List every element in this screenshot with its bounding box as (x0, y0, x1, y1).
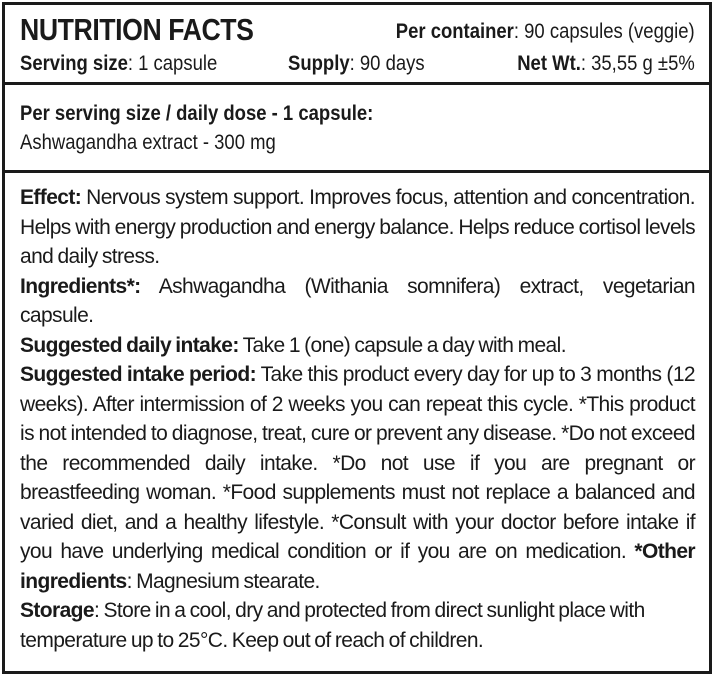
storage-text: : Store in a cool, dry and protected from direct sunlight place with temperature up to 25°C. Keep out of reach of children. (20, 599, 645, 652)
serving-size (20, 51, 217, 77)
intake-label: Suggested daily intake: (20, 333, 239, 357)
nutrition-facts-label (2, 2, 712, 674)
per-container-value: : 90 capsules (veggie) (514, 20, 695, 43)
storage-paragraph (20, 596, 695, 655)
supply-value: : 90 days (349, 52, 425, 75)
period-label: Suggested intake period: (20, 363, 256, 386)
serving-size-label: Serving size (20, 52, 128, 75)
effect-text: Nervous system support. Improves focus, attention and concentration. Helps with energy production and energy balance. Helps reduce cortisol levels and daily stress. (20, 186, 695, 268)
dose-section (5, 85, 709, 173)
supply (288, 51, 425, 77)
effect-label: Effect: (20, 186, 82, 209)
other-ingredients-label: *Other ingredients (20, 540, 695, 593)
period-text: Take this product every day for up to 3 months (12 weeks). After intermission of 2 weeks you can repeat this cycle. *This product is not intended to diagnose, treat, cure or prevent any disease. *Do not exceed the recommended daily intake. *Do not use if you are pregnant or breastfeeding woman. *Food supplements must not replace a balanced and varied diet, and a healthy lifestyle. *Consult with your doctor before intake if you have underlying medical condition or if you are on medication. (20, 363, 695, 563)
ingredients-text: Ashwagandha (Withania somnifera) extract, vegetarian capsule. (20, 274, 695, 327)
details-section (5, 173, 709, 655)
per-container (396, 19, 695, 45)
supply-label: Supply (288, 52, 350, 75)
effect-paragraph (20, 183, 695, 272)
dose-heading (20, 99, 613, 128)
per-container-label: Per container (396, 20, 515, 43)
intake-text: Take 1 (one) capsule a day with meal. (238, 333, 566, 357)
net-weight (517, 51, 695, 77)
label-header (5, 5, 709, 85)
dose-heading-text: Per serving size / daily dose - 1 capsule: (20, 102, 374, 125)
ingredients-label: Ingredients*: (20, 274, 141, 298)
storage-label: Storage (20, 599, 94, 622)
dose-item: Ashwagandha extract - 300 mg (20, 131, 276, 154)
serving-size-value: : 1 capsule (127, 52, 218, 75)
net-weight-value: : 35,55 g ±5% (581, 52, 695, 75)
net-weight-label: Net Wt. (517, 52, 582, 75)
ingredients-paragraph (20, 272, 695, 331)
period-paragraph (20, 360, 695, 596)
label-title: NUTRITION FACTS (20, 12, 254, 47)
other-ingredients-text: : Magnesium stearate. (126, 569, 320, 593)
intake-paragraph (20, 331, 695, 361)
